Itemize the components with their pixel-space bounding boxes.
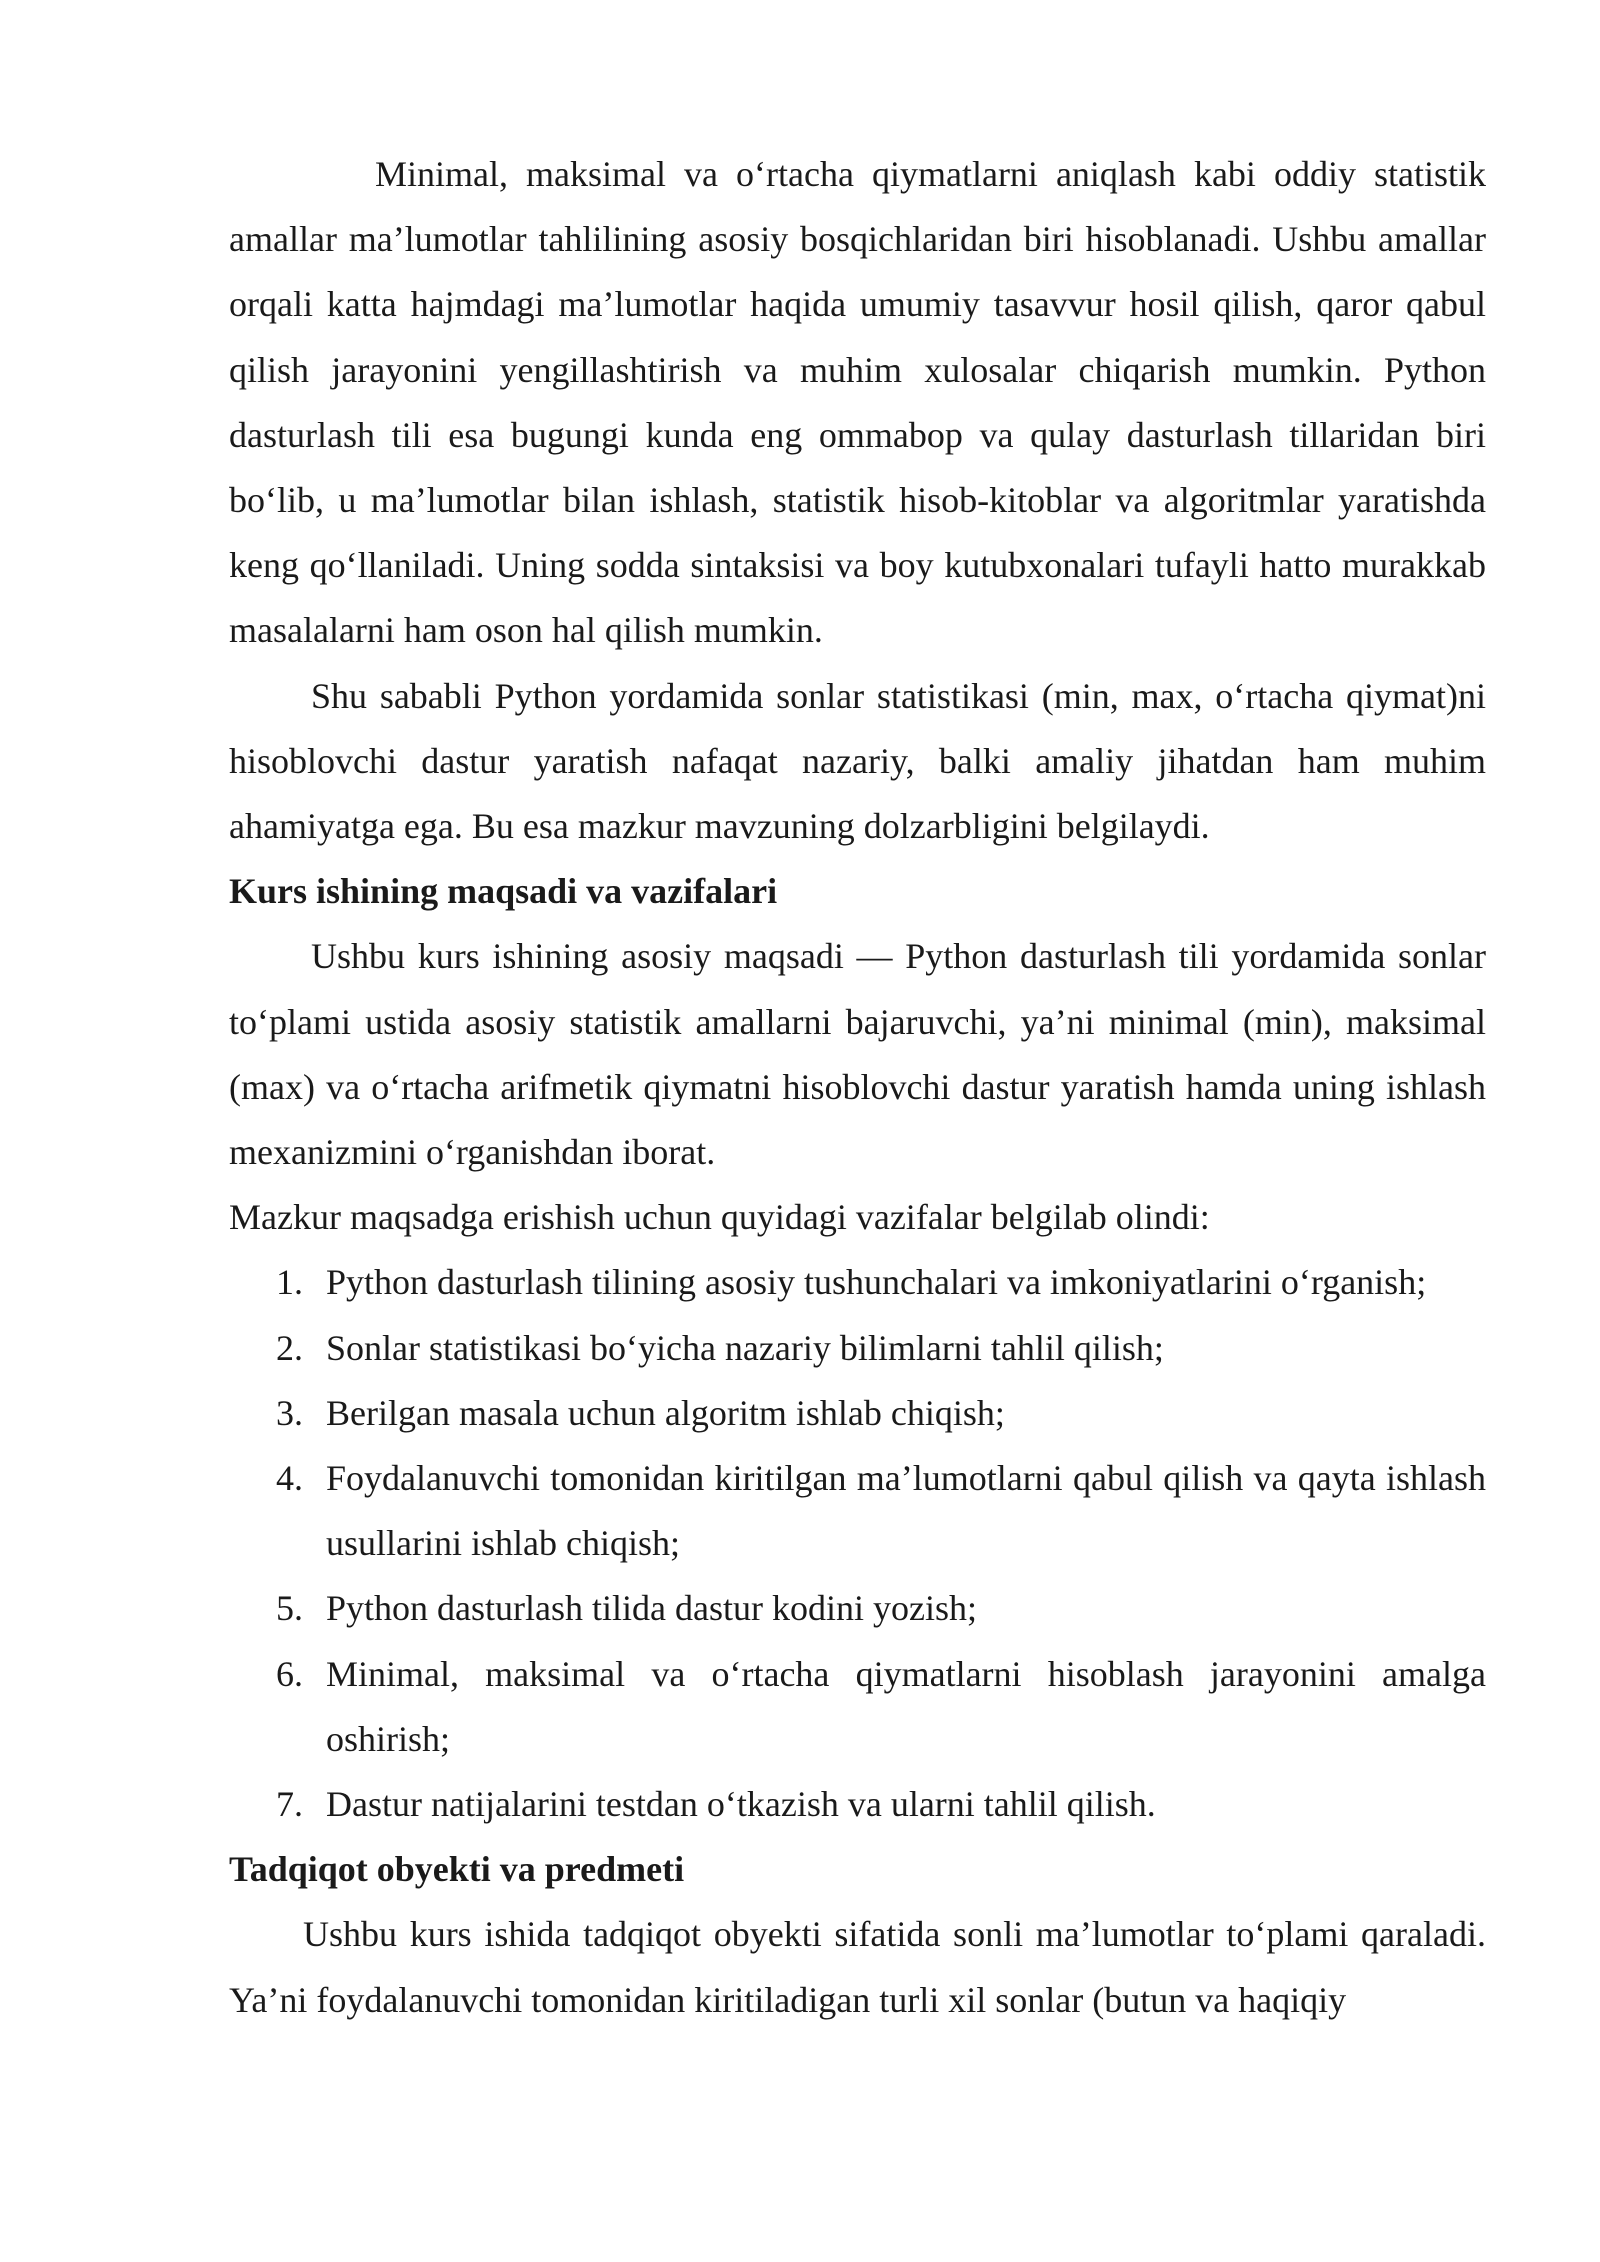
tasks-list	[229, 1250, 1486, 1837]
list-item-number: 6.	[276, 1653, 303, 1694]
list-item	[229, 1772, 1486, 1837]
list-item	[229, 1250, 1486, 1315]
list-item-text: Python dasturlash tilida dastur kodini yozish;	[326, 1588, 977, 1629]
list-item-number: 3.	[276, 1392, 303, 1433]
list-item-number: 1.	[276, 1262, 303, 1303]
list-item-number: 4.	[276, 1458, 303, 1499]
tasks-lead-paragraph: Mazkur maqsadga erishish uchun quyidagi vazifalar belgilab olindi:	[229, 1197, 1210, 1238]
list-item	[229, 1576, 1486, 1641]
list-item-number: 2.	[276, 1327, 303, 1368]
list-item-number: 5.	[276, 1588, 303, 1629]
list-item-text: Sonlar statistikasi bo‘yicha nazariy bilimlarni tahlil qilish;	[326, 1327, 1164, 1368]
list-item-text: Berilgan masala uchun algoritm ishlab chiqish;	[326, 1392, 1005, 1433]
list-item-number: 7.	[276, 1784, 303, 1825]
goals-intro-paragraph: Ushbu kurs ishining asosiy maqsadi — Python dasturlash tili yordamida sonlar to‘plami ustida asosiy statistik amallarni bajaruvchi, ya’ni minimal (min), maksimal (max) va o‘rtacha arifmetik qiymatni hisoblovchi dastur yaratish hamda uning ishlash mexanizmini o‘rganishdan iborat.	[229, 936, 1486, 1173]
list-item	[229, 1642, 1486, 1772]
intro-paragraph: Minimal, maksimal va o‘rtacha qiymatlarni aniqlash kabi oddiy statistik amallar ma’lumotlar tahlilining asosiy bosqichlaridan biri hisoblanadi. Ushbu amallar orqali katta hajmdagi ma’lumotlar haqida umumiy tasavvur hosil qilish, qaror qabul qilish jarayonini yengillashtirish va muhim xulosalar chiqarish mumkin. Python dasturlash tili esa bugungi kunda eng ommabop va qulay dasturlash tillaridan biri bo‘lib, u ma’lumotlar bilan ishlash, statistik hisob-kitoblar va algoritmlar yaratishda keng qo‘llaniladi. Uning sodda sintaksisi va boy kutubxonalari tufayli hatto murakkab masalalarni ham oson hal qilish mumkin.	[229, 154, 1486, 651]
object-heading: Tadqiqot obyekti va predmeti	[229, 1849, 685, 1890]
list-item-text: Foydalanuvchi tomonidan kiritilgan ma’lumotlarni qabul qilish va qayta ishlash usullarini ishlab chiqish;	[326, 1458, 1486, 1564]
list-item	[229, 1381, 1486, 1446]
list-item-text: Python dasturlash tilining asosiy tushunchalari va imkoniyatlarini o‘rganish;	[326, 1262, 1427, 1303]
goals-heading: Kurs ishining maqsadi va vazifalari	[229, 871, 778, 912]
relevance-paragraph: Shu sababli Python yordamida sonlar statistikasi (min, max, o‘rtacha qiymat)ni hisoblovchi dastur yaratish nafaqat nazariy, balki amaliy jihatdan ham muhim ahamiyatga ega. Bu esa mazkur mavzuning dolzarbligini belgilaydi.	[229, 675, 1486, 847]
list-item	[229, 1446, 1486, 1576]
page-content	[229, 142, 1486, 2033]
list-item	[229, 1316, 1486, 1381]
list-item-text: Minimal, maksimal va o‘rtacha qiymatlarni hisoblash jarayonini amalga oshirish;	[326, 1653, 1486, 1759]
object-paragraph: Ushbu kurs ishida tadqiqot obyekti sifatida sonli ma’lumotlar to‘plami qaraladi. Ya’ni foydalanuvchi tomonidan kiritiladigan turli xil sonlar (butun va haqiqiy	[229, 1914, 1486, 2020]
list-item-text: Dastur natijalarini testdan o‘tkazish va ularni tahlil qilish.	[326, 1784, 1156, 1825]
